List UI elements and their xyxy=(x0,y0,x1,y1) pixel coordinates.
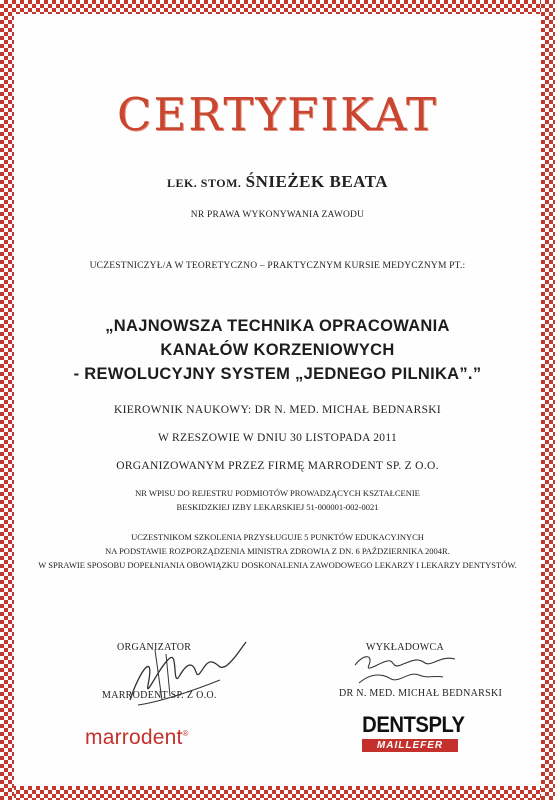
points-line-2: NA PODSTAWIE ROZPORZĄDZENIA MINISTRA ZDROWIA Z DN. 6 PAŹDZIERNIKA 2004R. xyxy=(105,546,450,556)
course-title xyxy=(0,314,555,386)
dentsply-logo-text: DENTSPLY xyxy=(362,712,465,737)
lecturer-name: DR N. MED. MICHAŁ BEDNARSKI xyxy=(339,688,503,699)
maillefer-logo-text: MAILLEFER xyxy=(362,739,458,752)
participation-text: UCZESTNICZYŁ/A W TEORETYCZNO – PRAKTYCZNYM KURSIE MEDYCZNYM PT.: xyxy=(89,261,466,271)
marrodent-logo-text: marrodent xyxy=(85,726,183,749)
registry-info xyxy=(0,486,555,514)
course-title-line-2: KANAŁÓW KORZENIOWYCH xyxy=(160,341,395,359)
checkered-border-bottom xyxy=(0,786,555,800)
recipient-line xyxy=(0,172,555,192)
course-title-line-1: „NAJNOWSZA TECHNIKA OPRACOWANIA xyxy=(105,317,450,335)
registered-mark: ® xyxy=(182,729,189,738)
recipient-name: ŚNIEŻEK BEATA xyxy=(245,172,389,191)
registry-line-1: NR WPISU DO REJESTRU PODMIOTÓW PROWADZĄCYCH KSZTAŁCENIE xyxy=(135,488,420,498)
organizer-text: ORGANIZOWANYM PRZEZ FIRMĘ MARRODENT SP. Z O.O. xyxy=(116,460,439,472)
dentsply-maillefer-logo xyxy=(358,712,465,752)
organizer-name: MARRODENT SP. Z O.O. xyxy=(102,690,217,701)
registry-line-2: BESKIDZKIEJ IZBY LEKARSKIEJ 51-000001-002-0021 xyxy=(176,502,379,512)
checkered-border-top xyxy=(0,0,555,14)
points-line-1: UCZESTNIKOM SZKOLENIA PRZYSŁUGUJE 5 PUNKTÓW EDUKACYJNYCH xyxy=(131,532,424,542)
marrodent-logo xyxy=(85,726,189,750)
points-line-3: W SPRAWIE SPOSOBU DOPEŁNIANIA OBOWIĄZKU DOSKONALENIA ZAWODOWEGO LEKARZY I LEKARZY DENTYSTÓW. xyxy=(38,560,517,570)
organizer-label: ORGANIZATOR xyxy=(117,642,192,653)
lecturer-label: WYKŁADOWCA xyxy=(366,642,444,653)
place-and-date: W RZESZOWIE W DNIU 30 LISTOPADA 2011 xyxy=(157,432,398,444)
education-points-info xyxy=(0,530,555,572)
certificate-title: CERTYFIKAT xyxy=(117,88,438,141)
course-title-line-3: - REWOLUCYJNY SYSTEM „JEDNEGO PILNIKA”.” xyxy=(73,365,482,383)
recipient-prefix: LEK. STOM. xyxy=(166,176,242,190)
scientific-director: KIEROWNIK NAUKOWY: DR N. MED. MICHAŁ BEDNARSKI xyxy=(113,404,442,416)
license-number-label: NR PRAWA WYKONYWANIA ZAWODU xyxy=(190,210,365,220)
